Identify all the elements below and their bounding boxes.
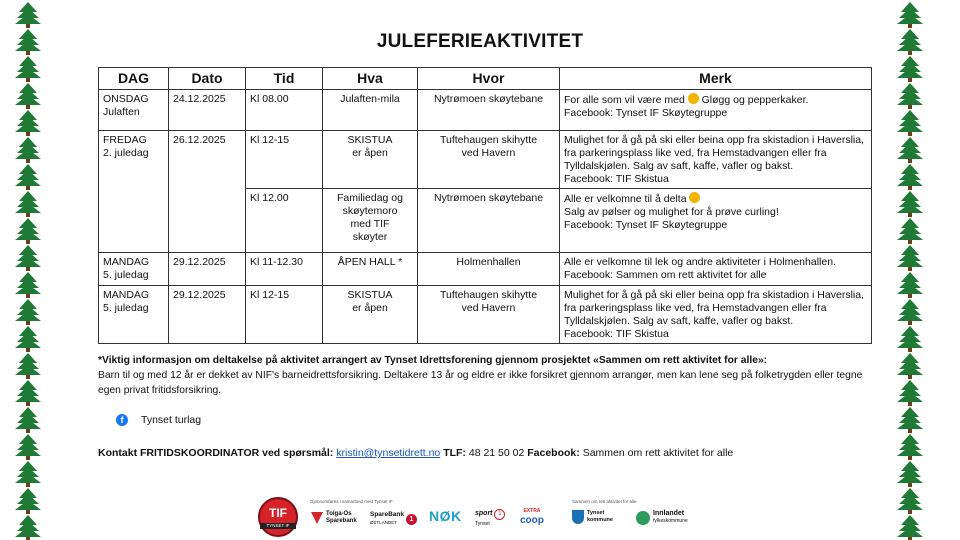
merk-text: For alle som vil være med bbox=[564, 94, 685, 106]
contact-fb-label: Facebook: bbox=[527, 447, 580, 459]
christmas-tree-icon bbox=[897, 110, 923, 136]
sparebank-icon: 1 bbox=[406, 514, 417, 525]
christmas-tree-border-right bbox=[896, 0, 924, 540]
smiley-emoji-icon bbox=[689, 192, 700, 203]
christmas-tree-icon bbox=[15, 461, 41, 487]
christmas-tree-icon bbox=[15, 488, 41, 514]
cell-hva: Julaften-mila bbox=[323, 90, 418, 131]
page-title: JULEFERIEAKTIVITET bbox=[376, 31, 584, 52]
cell-tid: Kl 12-15 bbox=[246, 131, 323, 189]
col-header-hvor: Hvor bbox=[418, 68, 560, 90]
sparebank-sub: ØSTLANDET bbox=[370, 520, 398, 525]
tif-logo-text: TIF bbox=[269, 506, 287, 520]
christmas-tree-icon bbox=[15, 83, 41, 109]
cell-merk: Alle er velkomne til lek og andre aktiviteter i Holmenhallen. Facebook: Sammen om rett aktivitet for alle bbox=[560, 253, 872, 286]
christmas-tree-icon bbox=[897, 164, 923, 190]
cell-tid: Kl 08.00 bbox=[246, 90, 323, 131]
cell-dag: MANDAG 5. juledag bbox=[99, 253, 169, 286]
merk-text: Facebook: Tynset IF Skøytegruppe bbox=[564, 107, 728, 119]
cell-dag: FREDAG 2. juledag bbox=[99, 131, 169, 253]
cell-merk: Mulighet for å gå på ski eller beina opp fra skistadion i Haverslia, fra parkeringsplass like ved, fra Hemstadvangen eller fra Tylldalskjølen. Salg av saft, kaffe, vafler og bakst. Facebook: TIF Skistua bbox=[560, 131, 872, 189]
sparebank-text bbox=[370, 511, 404, 527]
contact-tlf: 48 21 50 02 bbox=[468, 447, 525, 459]
tynset-kommune-logo bbox=[572, 510, 613, 524]
contact-email-link[interactable]: kristin@tynsetidrett.no bbox=[336, 447, 441, 459]
col-header-dato: Dato bbox=[169, 68, 246, 90]
innlandet-text bbox=[653, 510, 688, 525]
christmas-tree-icon bbox=[897, 191, 923, 217]
cell-hva: SKISTUA er åpen bbox=[323, 286, 418, 344]
christmas-tree-icon bbox=[15, 2, 41, 28]
sport-sub: Tynset bbox=[475, 521, 490, 527]
cell-tid: Kl 12.00 bbox=[246, 189, 323, 253]
table-row bbox=[99, 90, 872, 131]
tolga-icon bbox=[311, 512, 323, 524]
note-text: Barn til og med 12 år er dekket av NIF's barneidrettsforsikring. Deltakere 13 år og eldre er ikke forsikret gjennom arrangør, men kan lene seg på folketrygden eller tegne egen privat fritidsforsikring. bbox=[98, 370, 863, 396]
col-header-hva: Hva bbox=[323, 68, 418, 90]
christmas-tree-icon bbox=[897, 245, 923, 271]
christmas-tree-icon bbox=[15, 137, 41, 163]
tif-logo bbox=[258, 497, 298, 537]
col-header-tid: Tid bbox=[246, 68, 323, 90]
table-row bbox=[99, 253, 872, 286]
cell-tid: Kl 12-15 bbox=[246, 286, 323, 344]
christmas-tree-icon bbox=[897, 515, 923, 540]
merk-text: Facebook: Tynset IF Skøytegruppe bbox=[564, 219, 728, 231]
cell-dato: 29.12.2025 bbox=[169, 286, 246, 344]
tolga-os-sparebank-logo bbox=[311, 511, 357, 525]
cell-merk: Mulighet for å gå på ski eller beina opp fra skistadion i Haverslia, fra parkeringsplass like ved, fra Hemstadvangen eller fra Tylldalskjølen. Salg av saft, kaffe, vafler og bakst. Facebook: TIF Skistua bbox=[560, 286, 872, 344]
cell-merk bbox=[560, 90, 872, 131]
cell-hva: Familiedag og skøytemoro med TIF skøyter bbox=[323, 189, 418, 253]
christmas-tree-icon bbox=[897, 434, 923, 460]
cell-dato: 26.12.2025 bbox=[169, 131, 246, 253]
coop-extra-logo bbox=[520, 507, 544, 527]
smiley-emoji-icon bbox=[688, 93, 699, 104]
cell-hvor: Tuftehaugen skihytte ved Havern bbox=[418, 286, 560, 344]
table-row bbox=[99, 286, 872, 344]
christmas-tree-icon bbox=[15, 191, 41, 217]
schedule-table bbox=[98, 67, 872, 344]
cell-tid: Kl 11-12.30 bbox=[246, 253, 323, 286]
christmas-tree-icon bbox=[15, 434, 41, 460]
christmas-tree-icon bbox=[897, 461, 923, 487]
christmas-tree-icon bbox=[15, 56, 41, 82]
table-row bbox=[99, 131, 872, 189]
cell-dato: 24.12.2025 bbox=[169, 90, 246, 131]
caption-left: Gjennomføres i samarbeid med Tynset IF bbox=[310, 499, 393, 504]
cell-hvor: Nytrømoen skøytebane bbox=[418, 189, 560, 253]
cell-dag: ONSDAG Julaften bbox=[99, 90, 169, 131]
tolga-text: Tolga-Os Sparebank bbox=[326, 511, 357, 524]
extra-text: EXTRA bbox=[523, 508, 541, 514]
table-header-row bbox=[99, 68, 872, 90]
cell-dag: MANDAG 5. juledag bbox=[99, 286, 169, 344]
christmas-tree-icon bbox=[897, 326, 923, 352]
contact-tlf-label: TLF: bbox=[443, 447, 466, 459]
christmas-tree-icon bbox=[897, 56, 923, 82]
sparebank-name: SpareBank bbox=[370, 511, 404, 518]
facebook-icon: f bbox=[116, 414, 128, 426]
coop-text: coop bbox=[520, 515, 544, 526]
contact-label: Kontakt FRITIDSKOORDINATOR ved spørsmål: bbox=[98, 447, 334, 459]
tif-logo-sub: TYNSET IF bbox=[260, 523, 296, 529]
christmas-tree-icon bbox=[15, 353, 41, 379]
sport-text: sport bbox=[475, 510, 493, 517]
christmas-tree-icon bbox=[15, 272, 41, 298]
contact-line bbox=[98, 447, 733, 459]
christmas-tree-icon bbox=[897, 299, 923, 325]
facebook-label: Tynset turlag bbox=[141, 414, 202, 426]
christmas-tree-icon bbox=[15, 326, 41, 352]
christmas-tree-icon bbox=[897, 407, 923, 433]
col-header-merk: Merk bbox=[560, 68, 872, 90]
christmas-tree-icon bbox=[15, 407, 41, 433]
sponsor-logos bbox=[256, 497, 726, 537]
cell-merk bbox=[560, 189, 872, 253]
christmas-tree-icon bbox=[897, 83, 923, 109]
cell-hvor: Tuftehaugen skihytte ved Havern bbox=[418, 131, 560, 189]
cell-hvor: Nytrømoen skøytebane bbox=[418, 90, 560, 131]
christmas-tree-icon bbox=[897, 353, 923, 379]
merk-text: Alle er velkomne til å delta bbox=[564, 193, 687, 205]
sport1-icon: 1 bbox=[494, 509, 505, 520]
christmas-tree-icon bbox=[15, 299, 41, 325]
merk-text: Gløgg og pepperkaker. bbox=[701, 94, 809, 106]
facebook-link[interactable] bbox=[116, 414, 201, 426]
innlandet-icon bbox=[636, 511, 650, 525]
contact-fb: Sammen om rett aktivitet for alle bbox=[582, 447, 734, 459]
christmas-tree-icon bbox=[15, 218, 41, 244]
cell-hva: ÅPEN HALL * bbox=[323, 253, 418, 286]
christmas-tree-icon bbox=[15, 245, 41, 271]
innlandet-logo bbox=[636, 510, 688, 525]
christmas-tree-icon bbox=[897, 2, 923, 28]
nok-logo: NØK bbox=[429, 508, 462, 524]
christmas-tree-icon bbox=[15, 380, 41, 406]
christmas-tree-icon bbox=[897, 380, 923, 406]
cell-dato: 29.12.2025 bbox=[169, 253, 246, 286]
sport1-logo bbox=[475, 509, 505, 528]
christmas-tree-icon bbox=[15, 110, 41, 136]
cell-hva: SKISTUA er åpen bbox=[323, 131, 418, 189]
tynset-kommune-text: Tynset kommune bbox=[587, 510, 613, 523]
innlandet-name: Innlandet bbox=[653, 510, 685, 517]
caption-right: Sammen om rett aktivitet for alle bbox=[572, 499, 637, 504]
christmas-tree-icon bbox=[897, 488, 923, 514]
tynset-kommune-icon bbox=[572, 510, 584, 524]
christmas-tree-border-left bbox=[14, 0, 42, 540]
col-header-dag: DAG bbox=[99, 68, 169, 90]
note-heading: *Viktig informasjon om deltakelse på aktivitet arrangert av Tynset Idrettsforening gjennom prosjektet «Sammen om rett aktivitet for alle»: bbox=[98, 355, 768, 366]
merk-text: Salg av pølser og mulighet for å prøve curling! bbox=[564, 206, 779, 218]
christmas-tree-icon bbox=[897, 272, 923, 298]
christmas-tree-icon bbox=[897, 137, 923, 163]
insurance-note bbox=[98, 353, 888, 398]
christmas-tree-icon bbox=[897, 218, 923, 244]
sparebank-ostlandet-logo bbox=[370, 511, 417, 527]
christmas-tree-icon bbox=[15, 515, 41, 540]
cell-hvor: Holmenhallen bbox=[418, 253, 560, 286]
christmas-tree-icon bbox=[15, 164, 41, 190]
innlandet-sub: fylkeskommune bbox=[653, 518, 688, 524]
